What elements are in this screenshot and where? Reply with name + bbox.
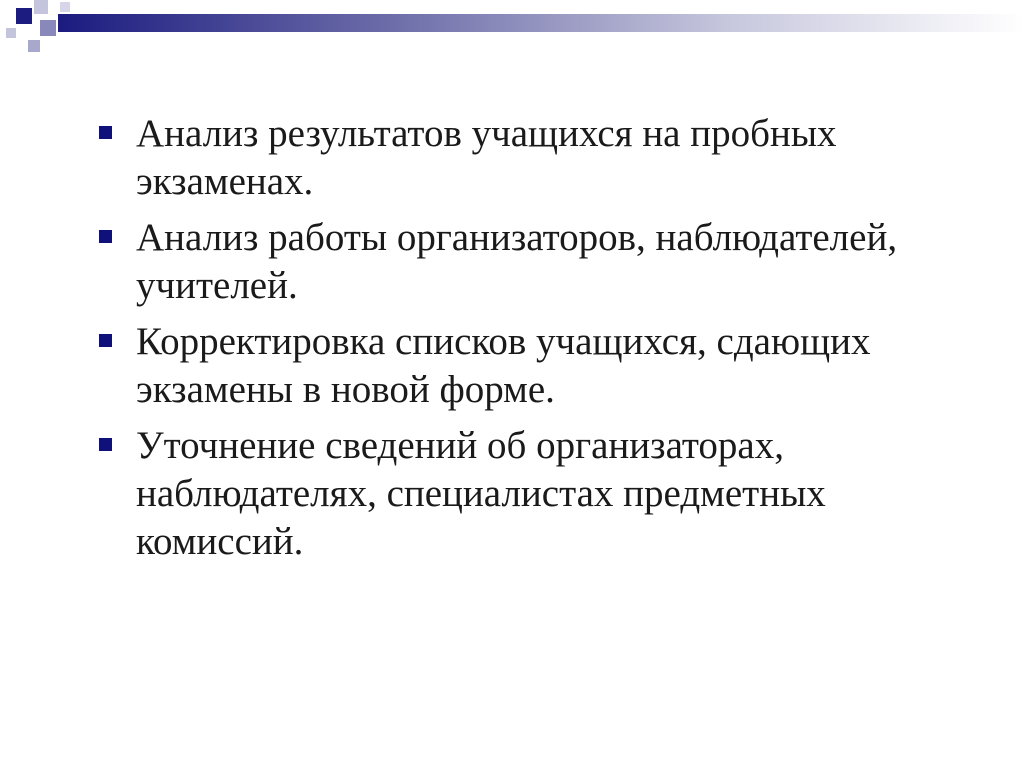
bullet-text: Корректировка списков учащихся, сдающих экзамены в новой форме. bbox=[136, 320, 871, 411]
bullet-text: Анализ результатов учащихся на пробных экзаменах. bbox=[136, 112, 837, 203]
bullet-item bbox=[96, 214, 966, 310]
corner-square-mid bbox=[40, 20, 56, 36]
square-bullet-icon bbox=[99, 438, 112, 451]
bullet-text: Уточнение сведений об организаторах, наблюдателях, специалистах предметных комиссий. bbox=[136, 424, 826, 563]
bullet-item bbox=[96, 422, 966, 566]
bullet-item bbox=[96, 110, 966, 206]
square-bullet-icon bbox=[99, 230, 112, 243]
corner-square-light bbox=[34, 0, 48, 14]
header-decoration bbox=[0, 0, 1024, 48]
square-bullet-icon bbox=[99, 126, 112, 139]
square-bullet-icon bbox=[99, 334, 112, 347]
header-gradient-bar bbox=[58, 14, 1024, 32]
bullet-text: Анализ работы организаторов, наблюдателей, учителей. bbox=[136, 216, 898, 307]
corner-square-bottom bbox=[28, 40, 40, 52]
bullet-list bbox=[96, 110, 966, 574]
corner-square-dark bbox=[16, 8, 32, 24]
corner-square-right bbox=[60, 2, 70, 12]
corner-square-small bbox=[6, 28, 16, 38]
bullet-item bbox=[96, 318, 966, 414]
